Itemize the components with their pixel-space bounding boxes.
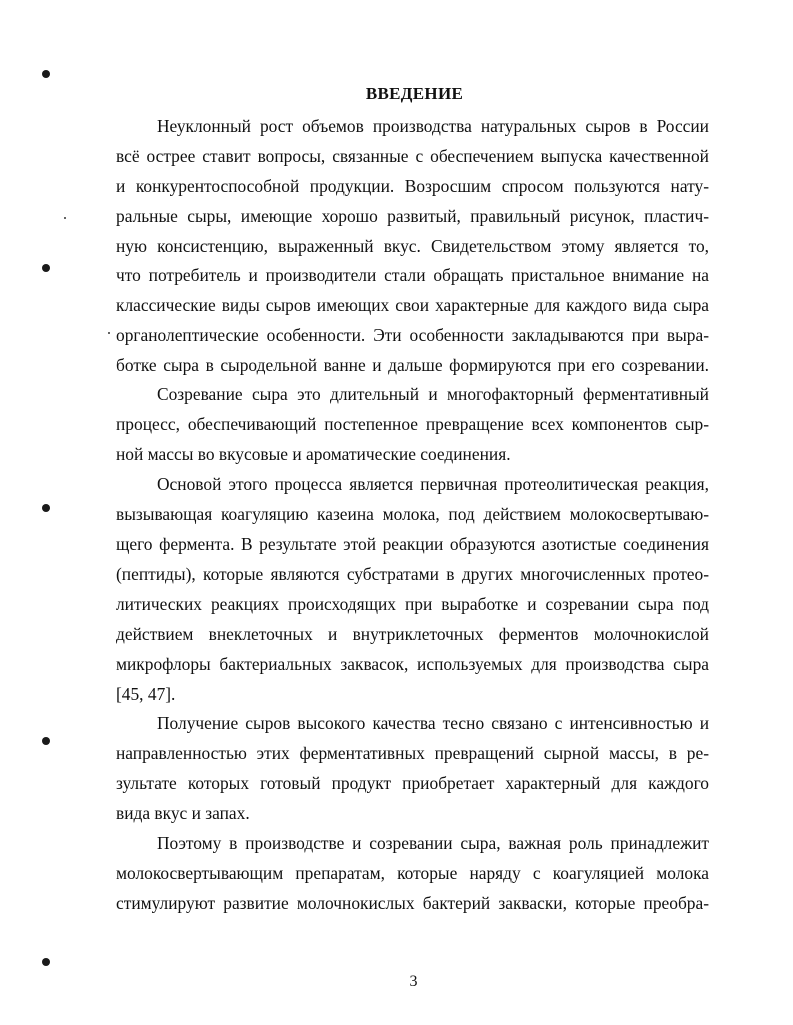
text-line: стимулируют развитие молочнокислых бактерий закваски, которые преобра- — [116, 893, 709, 913]
text-line: (пептиды), которые являются субстратами в других многочисленных протео- — [116, 564, 709, 584]
text-line: классические виды сыров имеющих свои характерные для каждого вида сыра — [116, 295, 709, 315]
text-line: щего фермента. В результате этой реакции образуются азотистые соединения — [116, 534, 709, 554]
text-line: направленностью этих ферментативных превращений сырной массы, в ре- — [116, 743, 709, 763]
text-line: ную консистенцию, выраженный вкус. Свидетельством этому является то, — [116, 236, 709, 256]
text-line: ральные сыры, имеющие хорошо развитый, правильный рисунок, пластич- — [116, 206, 709, 226]
text-line: микрофлоры бактериальных заквасок, используемых для производства сыра — [116, 654, 709, 674]
scan-speck — [108, 332, 110, 334]
text-line: зультате которых готовый продукт приобретает характерный для каждого — [116, 773, 709, 793]
text-line: молокосвертывающим препаратам, которые наряду с коагуляцией молока — [116, 863, 709, 883]
text-line: Поэтому в производстве и созревании сыра, важная роль принадлежит — [157, 833, 709, 853]
binding-hole-mark — [42, 737, 50, 745]
text-line: Основой этого процесса является первичная протеолитическая реакция, — [157, 474, 709, 494]
binding-hole-mark — [42, 264, 50, 272]
text-line: всё острее ставит вопросы, связанные с обеспечением выпуска качественной — [116, 146, 709, 166]
text-line: что потребитель и производители стали обращать пристальное внимание на — [116, 265, 709, 285]
text-line: процесс, обеспечивающий постепенное превращение всех компонентов сыр- — [116, 414, 709, 434]
text-line: ботке сыра в сыродельной ванне и дальше формируются при его созревании. — [116, 355, 709, 375]
text-line: Неуклонный рост объемов производства натуральных сыров в России — [157, 116, 709, 136]
scan-speck — [64, 217, 66, 219]
text-line: ной массы во вкусовые и ароматические соединения. — [116, 444, 511, 464]
text-line: действием внеклеточных и внутриклеточных ферментов молочнокислой — [116, 624, 709, 644]
text-line: Созревание сыра это длительный и многофакторный ферментативный — [157, 384, 709, 404]
binding-hole-mark — [42, 504, 50, 512]
text-line: органолептические особенности. Эти особенности закладываются при выра- — [116, 325, 709, 345]
page-number: 3 — [409, 973, 418, 990]
text-line: Получение сыров высокого качества тесно связано с интенсивностью и — [157, 713, 709, 733]
page-title: ВВЕДЕНИЕ — [365, 84, 464, 103]
text-line: вызывающая коагуляцию казеина молока, под действием молокосвертываю- — [116, 504, 709, 524]
text-line: литических реакциях происходящих при выработке и созревании сыра под — [116, 594, 709, 614]
binding-hole-mark — [42, 70, 50, 78]
text-line: вида вкус и запах. — [116, 803, 250, 823]
text-line: [45, 47]. — [116, 684, 176, 704]
text-line: и конкурентоспособной продукции. Возросшим спросом пользуются нату- — [116, 176, 709, 196]
binding-hole-mark — [42, 958, 50, 966]
